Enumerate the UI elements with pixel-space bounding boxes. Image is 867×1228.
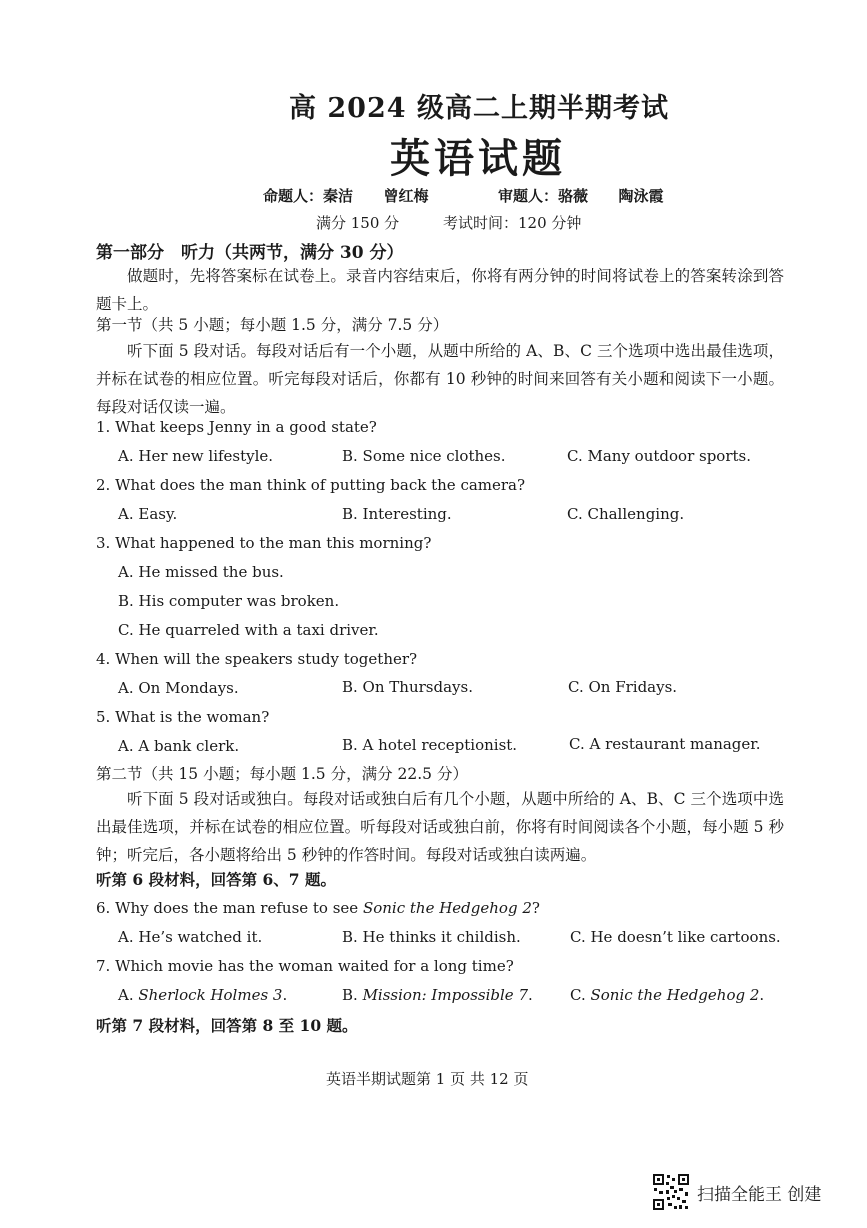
option-b: B. On Thursdays. (342, 678, 473, 696)
part1-heading: 第一部分 听力（共两节，满分 30 分） (96, 243, 404, 263)
option-letter: A. (118, 986, 139, 1004)
option-c: C. Many outdoor sports. (567, 447, 751, 465)
scanner-watermark: 扫描全能王 创建 (697, 1185, 822, 1205)
question-stem: 4. When will the speakers study together? (96, 650, 418, 668)
section2-intro: 听下面 5 段对话或独白。每段对话或独白后有几个小题，从题中所给的 A、B、C 三个选项中选出最佳选项，并标在试卷的相应位置。听每段对话或独白前，你将有时间阅读各个小题，每小题 5 秒钟；听完后，各小题将给出 5 秒钟的作答时间。每段对话或独白读两遍。 (96, 790, 784, 864)
setter-name: 秦洁 (323, 187, 354, 205)
section1-intro: 听下面 5 段对话。每段对话后有一个小题，从题中所给的 A、B、C 三个选项中选出最佳选项，并标在试卷的相应位置。听完每段对话后，你都有 10 秒钟的时间来回答有关小题和阅读下一小题。每段对话仅读一遍。 (96, 342, 784, 416)
movie-title: Sonic the Hedgehog 2 (362, 899, 532, 917)
option-c: C. On Fridays. (568, 678, 678, 696)
option-b: B. He thinks it childish. (342, 928, 521, 946)
exam-title: 高 2024 级高二上期半期考试 (289, 93, 669, 124)
option-b: B. Some nice clothes. (342, 447, 506, 465)
option-end: . (528, 986, 533, 1004)
reviewers-line (498, 185, 664, 206)
question-stem: 5. What is the woman? (96, 708, 270, 726)
option-a (118, 986, 287, 1004)
stem-text: 6. Why does the man refuse to see (96, 899, 363, 917)
option-c: C. He doesn’t like cartoons. (570, 928, 781, 946)
option-c: C. Challenging. (567, 505, 685, 523)
setters-label: 命题人： (263, 187, 324, 205)
movie-title: Mission: Impossible 7 (362, 986, 528, 1004)
material-7-instruction: 听第 7 段材料，回答第 8 至 10 题。 (96, 1016, 358, 1035)
option-c: C. He quarreled with a taxi driver. (118, 621, 379, 639)
option-a: A. Easy. (118, 505, 178, 523)
material-6-instruction: 听第 6 段材料，回答第 6、7 题。 (96, 870, 336, 889)
option-b: B. A hotel receptionist. (342, 736, 518, 754)
setters-line (263, 185, 429, 206)
reviewer-name: 陶泳霞 (618, 187, 664, 205)
reviewers-label: 审题人： (498, 187, 559, 205)
part1-intro: 做题时，先将答案标在试卷上。录音内容结束后，你将有两分钟的时间将试卷上的答案转涂到答题卡上。 (96, 267, 784, 313)
question-stem: 1. What keeps Jenny in a good state? (96, 418, 377, 436)
exam-time: 考试时间：120 分钟 (443, 214, 582, 232)
option-letter: C. (570, 986, 591, 1004)
section2-heading: 第二节（共 15 小题；每小题 1.5 分，满分 22.5 分） (96, 765, 468, 783)
reviewer-name: 骆薇 (558, 187, 589, 205)
option-end: . (282, 986, 288, 1004)
movie-title: Sonic the Hedgehog 2 (590, 986, 760, 1004)
option-letter: B. (342, 986, 363, 1004)
option-a: A. On Mondays. (118, 679, 239, 697)
qr-code-icon (652, 1173, 690, 1211)
option-a: A. He’s watched it. (118, 928, 263, 946)
question-stem: 7. Which movie has the woman waited for a long time? (96, 957, 514, 975)
page-footer: 英语半期试题第 1 页 共 12 页 (326, 1070, 529, 1088)
section1-heading: 第一节（共 5 小题；每小题 1.5 分，满分 7.5 分） (96, 316, 449, 334)
option-b: B. His computer was broken. (118, 592, 340, 610)
movie-title: Sherlock Holmes 3 (138, 986, 283, 1004)
option-c: C. A restaurant manager. (569, 735, 761, 753)
option-b: B. Interesting. (342, 505, 452, 523)
question-stem (96, 899, 540, 917)
question-stem: 2. What does the man think of putting back the camera? (96, 476, 526, 494)
option-a: A. He missed the bus. (118, 563, 284, 581)
option-b (342, 986, 533, 1004)
full-score: 满分 150 分 (316, 214, 400, 232)
option-a: A. A bank clerk. (118, 737, 240, 755)
option-c (570, 986, 764, 1004)
stem-end: ? (531, 899, 540, 917)
question-stem: 3. What happened to the man this morning? (96, 534, 432, 552)
option-a: A. Her new lifestyle. (118, 447, 274, 465)
setter-name: 曾红梅 (383, 187, 429, 205)
exam-subtitle: 英语试题 (390, 135, 566, 182)
option-end: . (759, 986, 765, 1004)
